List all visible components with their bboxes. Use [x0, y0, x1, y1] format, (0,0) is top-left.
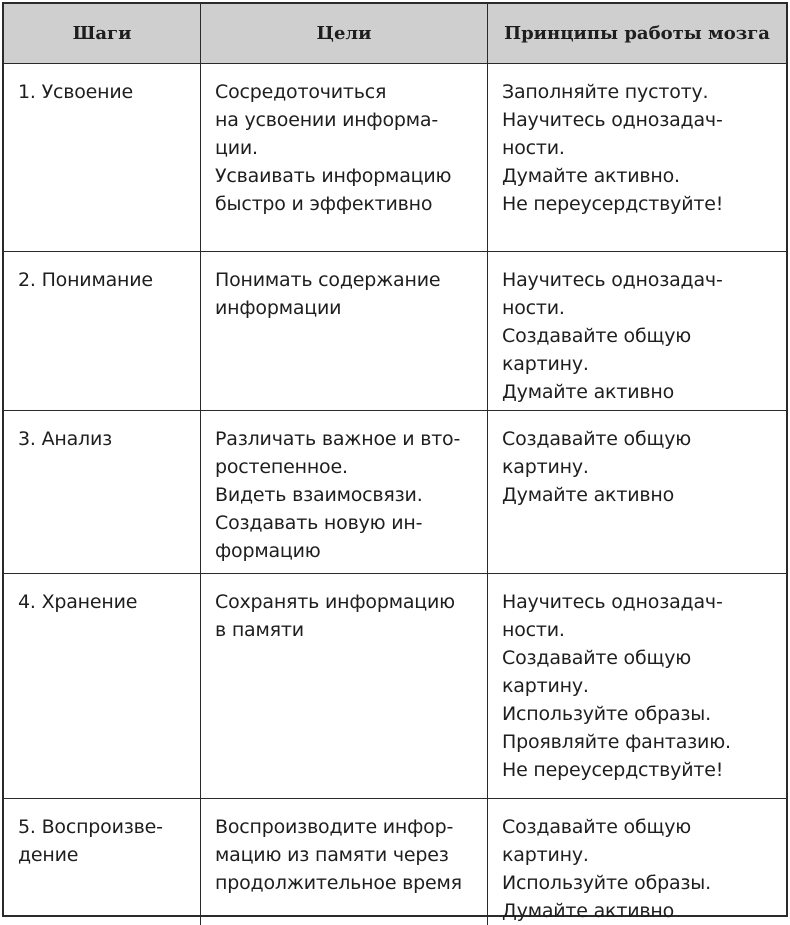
cell-text-line: Различать важное и вто- [215, 428, 461, 450]
cell-text-line: ции. [215, 137, 258, 159]
goals-cell [201, 252, 488, 411]
cell-text-line: Создавать новую ин- [215, 512, 423, 534]
header-steps: Шаги [4, 4, 201, 64]
cell-text-line: Воспроизводите инфор- [215, 816, 454, 838]
cell-text-line: Создавайте общую [502, 816, 692, 838]
cell-text-line: Сохранять информацию [215, 591, 455, 613]
cell-text-line: 2. Понимание [18, 269, 153, 291]
cell-text-line: Используйте образы. [502, 872, 711, 894]
cell-text-line: Не переусердствуйте! [502, 193, 724, 215]
cell-text-line: Усваивать информацию [215, 165, 452, 187]
cell-text-line: Создавайте общую [502, 647, 692, 669]
goals-cell [201, 574, 488, 799]
header-goals: Цели [201, 4, 488, 64]
step-cell [4, 574, 201, 799]
cell-text-line: Научитесь однозадач- [502, 109, 723, 131]
principles-cell [488, 252, 786, 411]
principles-cell [488, 64, 786, 252]
cell-text-line: Проявляйте фантазию. [502, 731, 731, 753]
cell-text-line: продолжительное время [215, 872, 462, 894]
cell-text-line: ности. [502, 137, 565, 159]
principles-cell [488, 574, 786, 799]
cell-text-line: Создавайте общую [502, 428, 692, 450]
cell-text-line: на усвоении информа- [215, 109, 438, 131]
step-cell [4, 411, 201, 574]
cell-text-line: Используйте образы. [502, 703, 711, 725]
goals-cell [201, 411, 488, 574]
principles-cell [488, 411, 786, 574]
step-cell [4, 252, 201, 411]
cell-text-line: ности. [502, 619, 565, 641]
cell-text-line: 3. Анализ [18, 428, 113, 450]
step-cell [4, 64, 201, 252]
cell-text-line: Научитесь однозадач- [502, 591, 723, 613]
cell-text-line: формацию [215, 540, 321, 562]
cell-text-line: в памяти [215, 619, 304, 641]
cell-text-line: мацию из памяти через [215, 844, 449, 866]
cell-text-line: Думайте активно [502, 900, 674, 922]
cell-text-line: картину. [502, 456, 589, 478]
cell-text-line: 4. Хранение [18, 591, 138, 613]
cell-text-line: дение [18, 844, 79, 866]
cell-text-line: быстро и эффективно [215, 193, 433, 215]
cell-text-line: Сосредоточиться [215, 81, 387, 103]
cell-text-line: Думайте активно [502, 484, 674, 506]
cell-text-line: ности. [502, 297, 565, 319]
cell-text-line: Думайте активно. [502, 165, 680, 187]
cell-text-line: 5. Воспроизве- [18, 816, 163, 838]
cell-text-line: картину. [502, 353, 589, 375]
step-cell [4, 799, 201, 925]
brain-principles-table [2, 2, 788, 922]
cell-text-line: картину. [502, 844, 589, 866]
goals-cell [201, 799, 488, 925]
cell-text-line: ростепенное. [215, 456, 348, 478]
cell-text-line: Понимать содержание [215, 269, 441, 291]
goals-cell [201, 64, 488, 252]
cell-text-line: 1. Усвоение [18, 81, 133, 103]
cell-text-line: Видеть взаимосвязи. [215, 484, 423, 506]
cell-text-line: Научитесь однозадач- [502, 269, 723, 291]
cell-text-line: информации [215, 297, 342, 319]
cell-text-line: Создавайте общую [502, 325, 692, 347]
cell-text-line: картину. [502, 675, 589, 697]
cell-text-line: Заполняйте пустоту. [502, 81, 709, 103]
cell-text-line: Не переусердствуйте! [502, 759, 724, 781]
header-principles: Принципы работы мозга [488, 4, 786, 64]
principles-cell [488, 799, 786, 925]
cell-text-line: Думайте активно [502, 381, 674, 403]
